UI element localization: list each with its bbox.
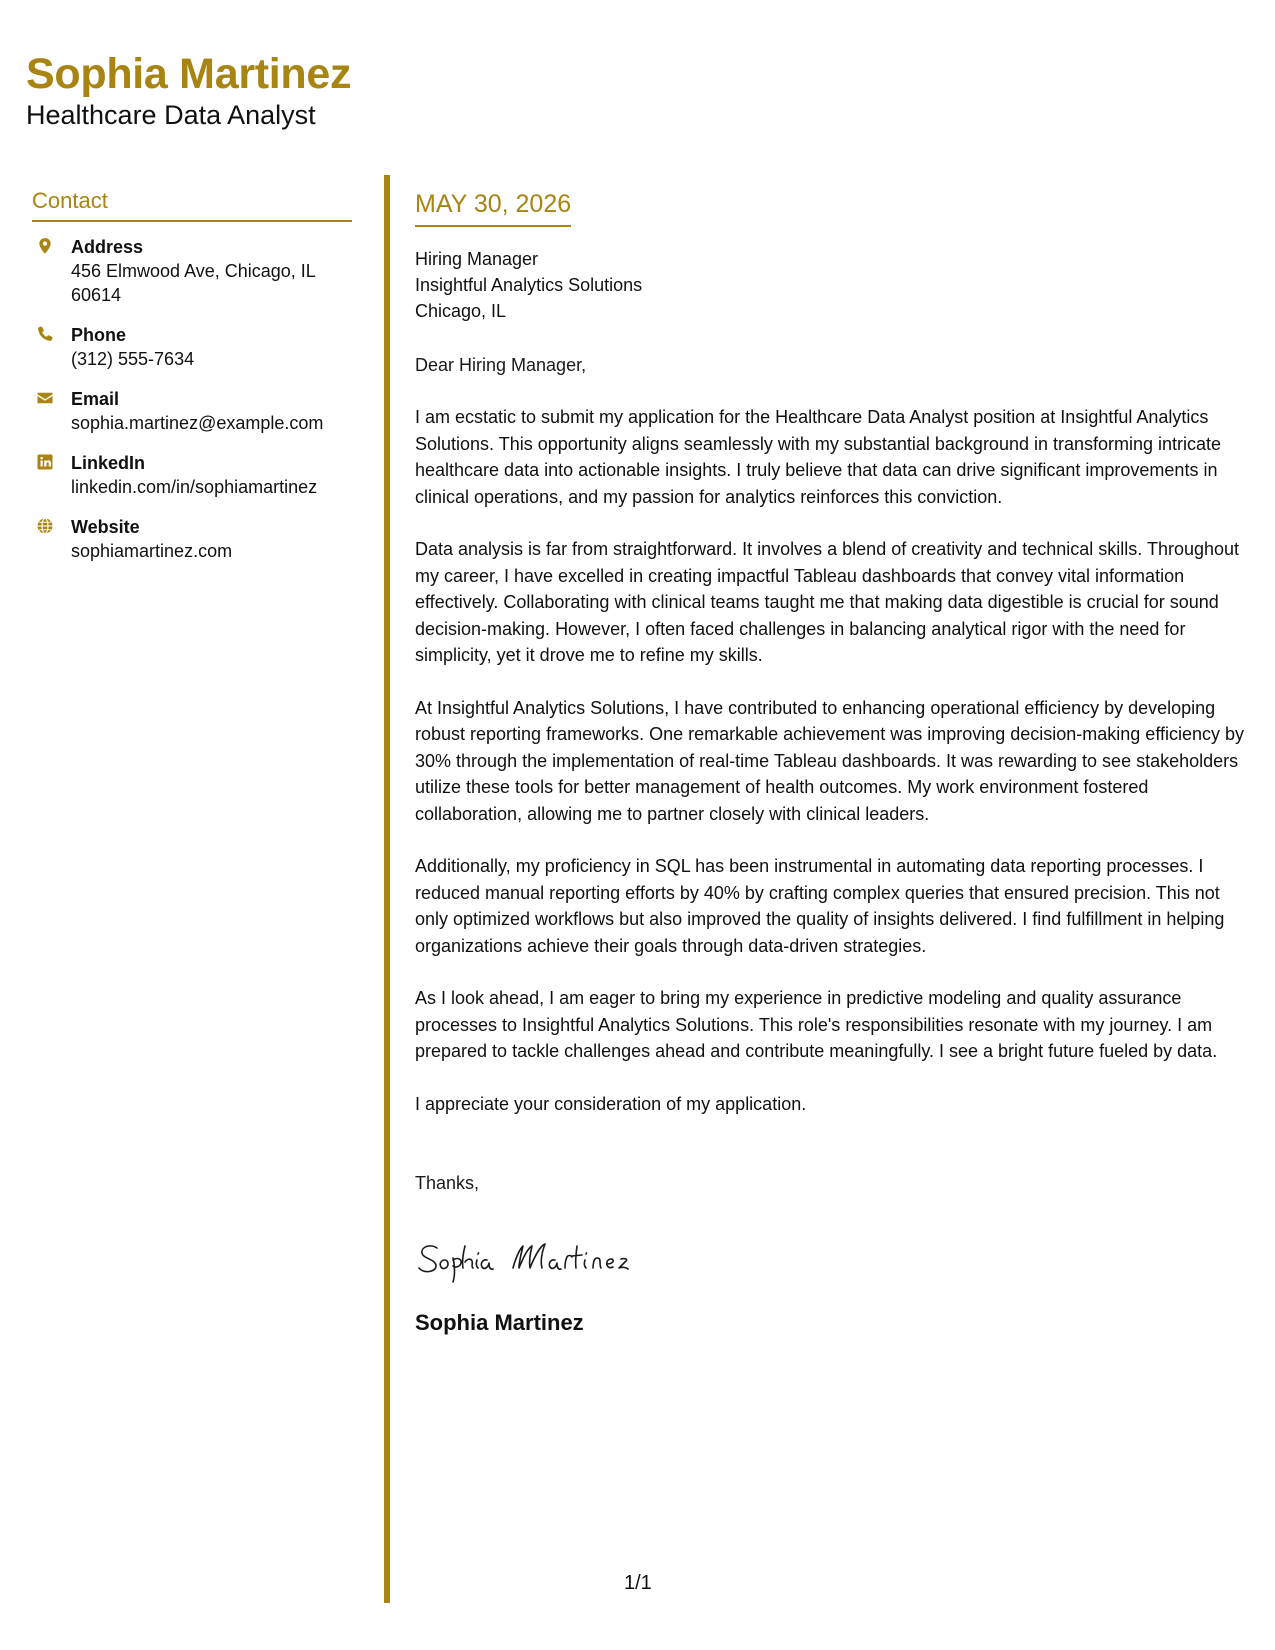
recipient-title: Hiring Manager	[415, 249, 539, 269]
letter-paragraph: At Insightful Analytics Solutions, I have contributed to enhancing operational efficiency by developing robust reporting frameworks. One remarkable achievement was improving decision-making efficiency by 30% through the implementation of real-time Tableau dashboards. It was rewarding to see stakeholders utilize these tools for better management of health outcomes. My work environment fostered collaboration, allowing me to partner closely with clinical leaders.	[415, 697, 1245, 824]
letter-paragraph: Data analysis is far from straightforward. It involves a blend of creativity and technical skills. Throughout my career, I have excelled in creating impactful Tableau dashboards that convey vital information effectively. Collaborating with clinical teams taught me that making data digestible is crucial for sound decision-making. However, I often faced challenges in balancing analytical rigor with the need for simplicity, yet it drove me to refine my skills.	[415, 539, 1240, 665]
contact-value-linkedin: linkedin.com/in/sophiamartinez	[71, 477, 318, 497]
contact-label-email: Email	[71, 389, 120, 409]
letter-paragraph: As I look ahead, I am eager to bring my experience in predictive modeling and quality assurance processes to Insightful Analytics Solutions. This role's responsibilities resonate with my journey. I am prepared to tackle challenges ahead and contribute meaningfully. I see a bright future fueled by data.	[415, 988, 1218, 1061]
contact-value-email: sophia.martinez@example.com	[71, 413, 324, 433]
contact-item-phone	[32, 323, 352, 371]
signature-image	[415, 1226, 675, 1286]
contact-label-phone: Phone	[71, 325, 127, 345]
salutation: Dear Hiring Manager,	[415, 355, 587, 375]
letter-paragraph: I appreciate your consideration of my application.	[415, 1093, 807, 1114]
handwritten-signature	[415, 1226, 1250, 1286]
letter-date: MAY 30, 2026	[415, 190, 571, 227]
phone-icon	[36, 325, 54, 343]
location-pin-icon	[36, 237, 54, 255]
contact-value-address: 456 Elmwood Ave, Chicago, IL 60614	[71, 261, 316, 305]
contact-label-website: Website	[71, 517, 140, 537]
contact-label-linkedin: LinkedIn	[71, 453, 146, 473]
letter-body	[415, 190, 1250, 1336]
contact-item-email	[32, 387, 352, 435]
applicant-name: Sophia Martinez	[26, 50, 352, 98]
contact-value-phone: (312) 555-7634	[71, 349, 195, 369]
contact-value-website: sophiamartinez.com	[71, 541, 233, 561]
contact-item-address	[32, 235, 352, 307]
contact-heading: Contact	[32, 188, 352, 222]
linkedin-icon	[36, 453, 54, 471]
contact-item-website	[32, 515, 352, 563]
document-header	[26, 48, 351, 130]
closing: Thanks,	[415, 1173, 480, 1193]
contact-item-linkedin	[32, 451, 352, 499]
page-number: 1/1	[624, 1572, 652, 1594]
vertical-divider	[384, 175, 390, 1603]
recipient-block	[415, 246, 1250, 324]
applicant-role: Healthcare Data Analyst	[26, 100, 316, 130]
envelope-icon	[36, 389, 54, 407]
letter-paragraph: I am ecstatic to submit my application for the Healthcare Data Analyst position at Insightful Analytics Solutions. This opportunity aligns seamlessly with my substantial background in transforming intricate healthcare data into actionable insights. I truly believe that data can drive significant improvements in clinical operations, and my passion for analytics reinforces this conviction.	[415, 407, 1222, 507]
globe-icon	[36, 517, 54, 535]
signer-name: Sophia Martinez	[415, 1310, 584, 1335]
letter-paragraph: Additionally, my proficiency in SQL has been instrumental in automating data reporting processes. I reduced manual reporting efforts by 40% by crafting complex queries that ensured precision. This not only optimized workflows but also improved the quality of insights delivered. I find fulfillment in helping organizations achieve their goals through data-driven strategies.	[415, 856, 1225, 956]
contact-label-address: Address	[71, 237, 144, 257]
recipient-location: Chicago, IL	[415, 301, 507, 321]
recipient-company: Insightful Analytics Solutions	[415, 275, 643, 295]
contact-sidebar	[32, 188, 352, 579]
